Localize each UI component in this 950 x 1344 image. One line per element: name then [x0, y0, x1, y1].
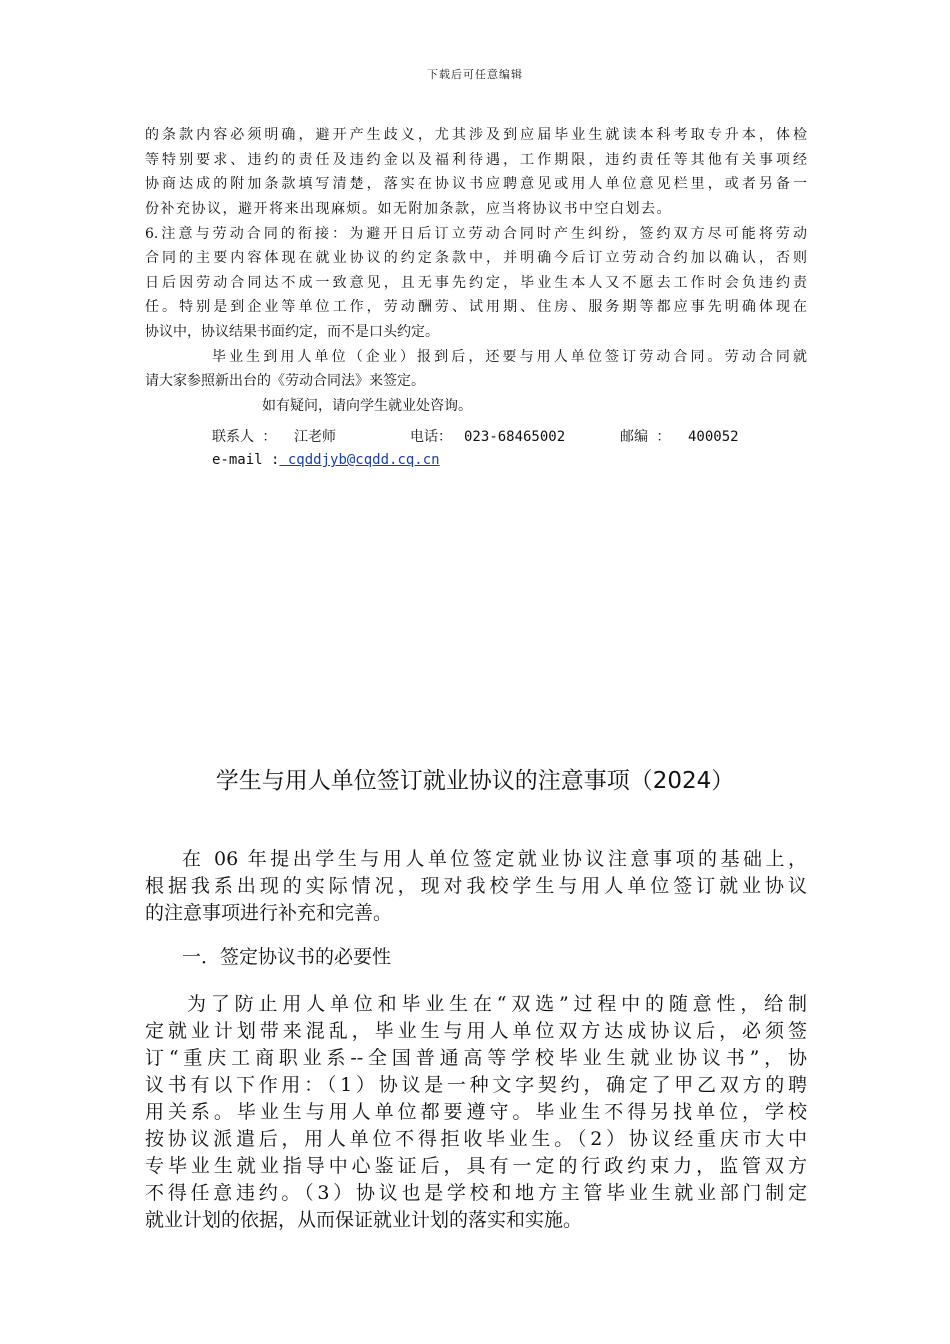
section-line: 定就业计划带来混乱，毕业生与用人单位双方达成协议后，必须签	[145, 1020, 807, 1042]
body-line: 协商达成的附加条款填写清楚，落实在协议书应聘意见或用人单位意见栏里，或者另备一	[145, 176, 807, 192]
labor-contract-line: 毕业生到用人单位（企业）报到后，还要与用人单位签订劳动合同。劳动合同就	[212, 349, 807, 365]
section-line: 不得任意违约。（3）协议也是学校和地方主管毕业生就业部门制定	[145, 1182, 807, 1204]
intro-line: 的注意事项进行补充和完善。	[145, 902, 393, 924]
section-line: 为了防止用人单位和毕业生在“双选”过程中的随意性，给制	[187, 993, 807, 1015]
section-line: 议书有以下作用：（1）协议是一种文字契约，确定了甲乙双方的聘	[145, 1074, 807, 1096]
section-line: 专毕业生就业指导中心鉴证后，具有一定的行政约束力，监管双方	[145, 1155, 807, 1177]
zip-code: 400052	[688, 429, 739, 445]
email-row	[212, 452, 440, 468]
contact-person: 江老师	[294, 429, 336, 445]
section-line: 按协议派遣后，用人单位不得拒收毕业生。（2）协议经重庆市大中	[145, 1128, 807, 1150]
body-line: 等特别要求、违约的责任及违约金以及福利待遇，工作期限，违约责任等其他有关事项经	[145, 152, 807, 168]
intro-line: 在 06 年提出学生与用人单位签定就业协议注意事项的基础上，	[182, 848, 807, 870]
inquiry-line: 如有疑问，请向学生就业处咨询。	[262, 398, 472, 414]
section-heading: 一．签定协议书的必要性	[182, 946, 392, 968]
section-line: 就业计划的依据，从而保证就业计划的落实和实施。	[145, 1209, 583, 1231]
zip-label: 邮编 ：	[620, 429, 671, 445]
body-line: 的条款内容必须明确，避开产生歧义，尤其涉及到应届毕业生就读本科考取专升本，体检	[145, 127, 807, 143]
body-line: 6.注意与劳动合同的衔接：为避开日后订立劳动合同时产生纠纷，签约双方尽可能将劳动	[145, 226, 807, 242]
labor-contract-line: 请大家参照新出台的《劳动合同法》来签定。	[145, 373, 425, 389]
body-line: 合同的主要内容体现在就业协议的约定条款中，并明确今后订立劳动合约加以确认，否则	[145, 250, 807, 266]
section-line: 用关系。毕业生与用人单位都要遵守。毕业生不得另找单位，学校	[145, 1101, 807, 1123]
contact-row	[212, 426, 739, 446]
document-title: 学生与用人单位签订就业协议的注意事项（2024）	[215, 768, 735, 794]
email-label: e-mail :	[212, 452, 280, 468]
phone-label: 电话：	[410, 429, 452, 445]
body-line: 份补充协议，避开将来出现麻烦。如无附加条款，应当将协议书中空白划去。	[145, 201, 672, 217]
page-header-note: 下载后可任意编辑	[427, 68, 523, 81]
section-line: 订“重庆工商职业系--全国普通高等学校毕业生就业协议书”，协	[145, 1047, 807, 1069]
intro-line: 根据我系出现的实际情况，现对我校学生与用人单位签订就业协议	[145, 875, 807, 897]
phone-number: 023-68465002	[464, 429, 566, 445]
email-link[interactable]: cqddjyb@cqdd.cq.cn	[279, 452, 440, 468]
body-line: 任。特别是到企业等单位工作，劳动酬劳、试用期、住房、服务期等都应事先明确体现在	[145, 299, 807, 315]
contact-person-label: 联系人 ：	[212, 429, 277, 445]
body-line: 日后因劳动合同达不成一致意见，且无事先约定，毕业生本人又不愿去工作时会负违约责	[145, 275, 807, 291]
body-line: 协议中，协议结果书面约定，而不是口头约定。	[145, 324, 439, 340]
